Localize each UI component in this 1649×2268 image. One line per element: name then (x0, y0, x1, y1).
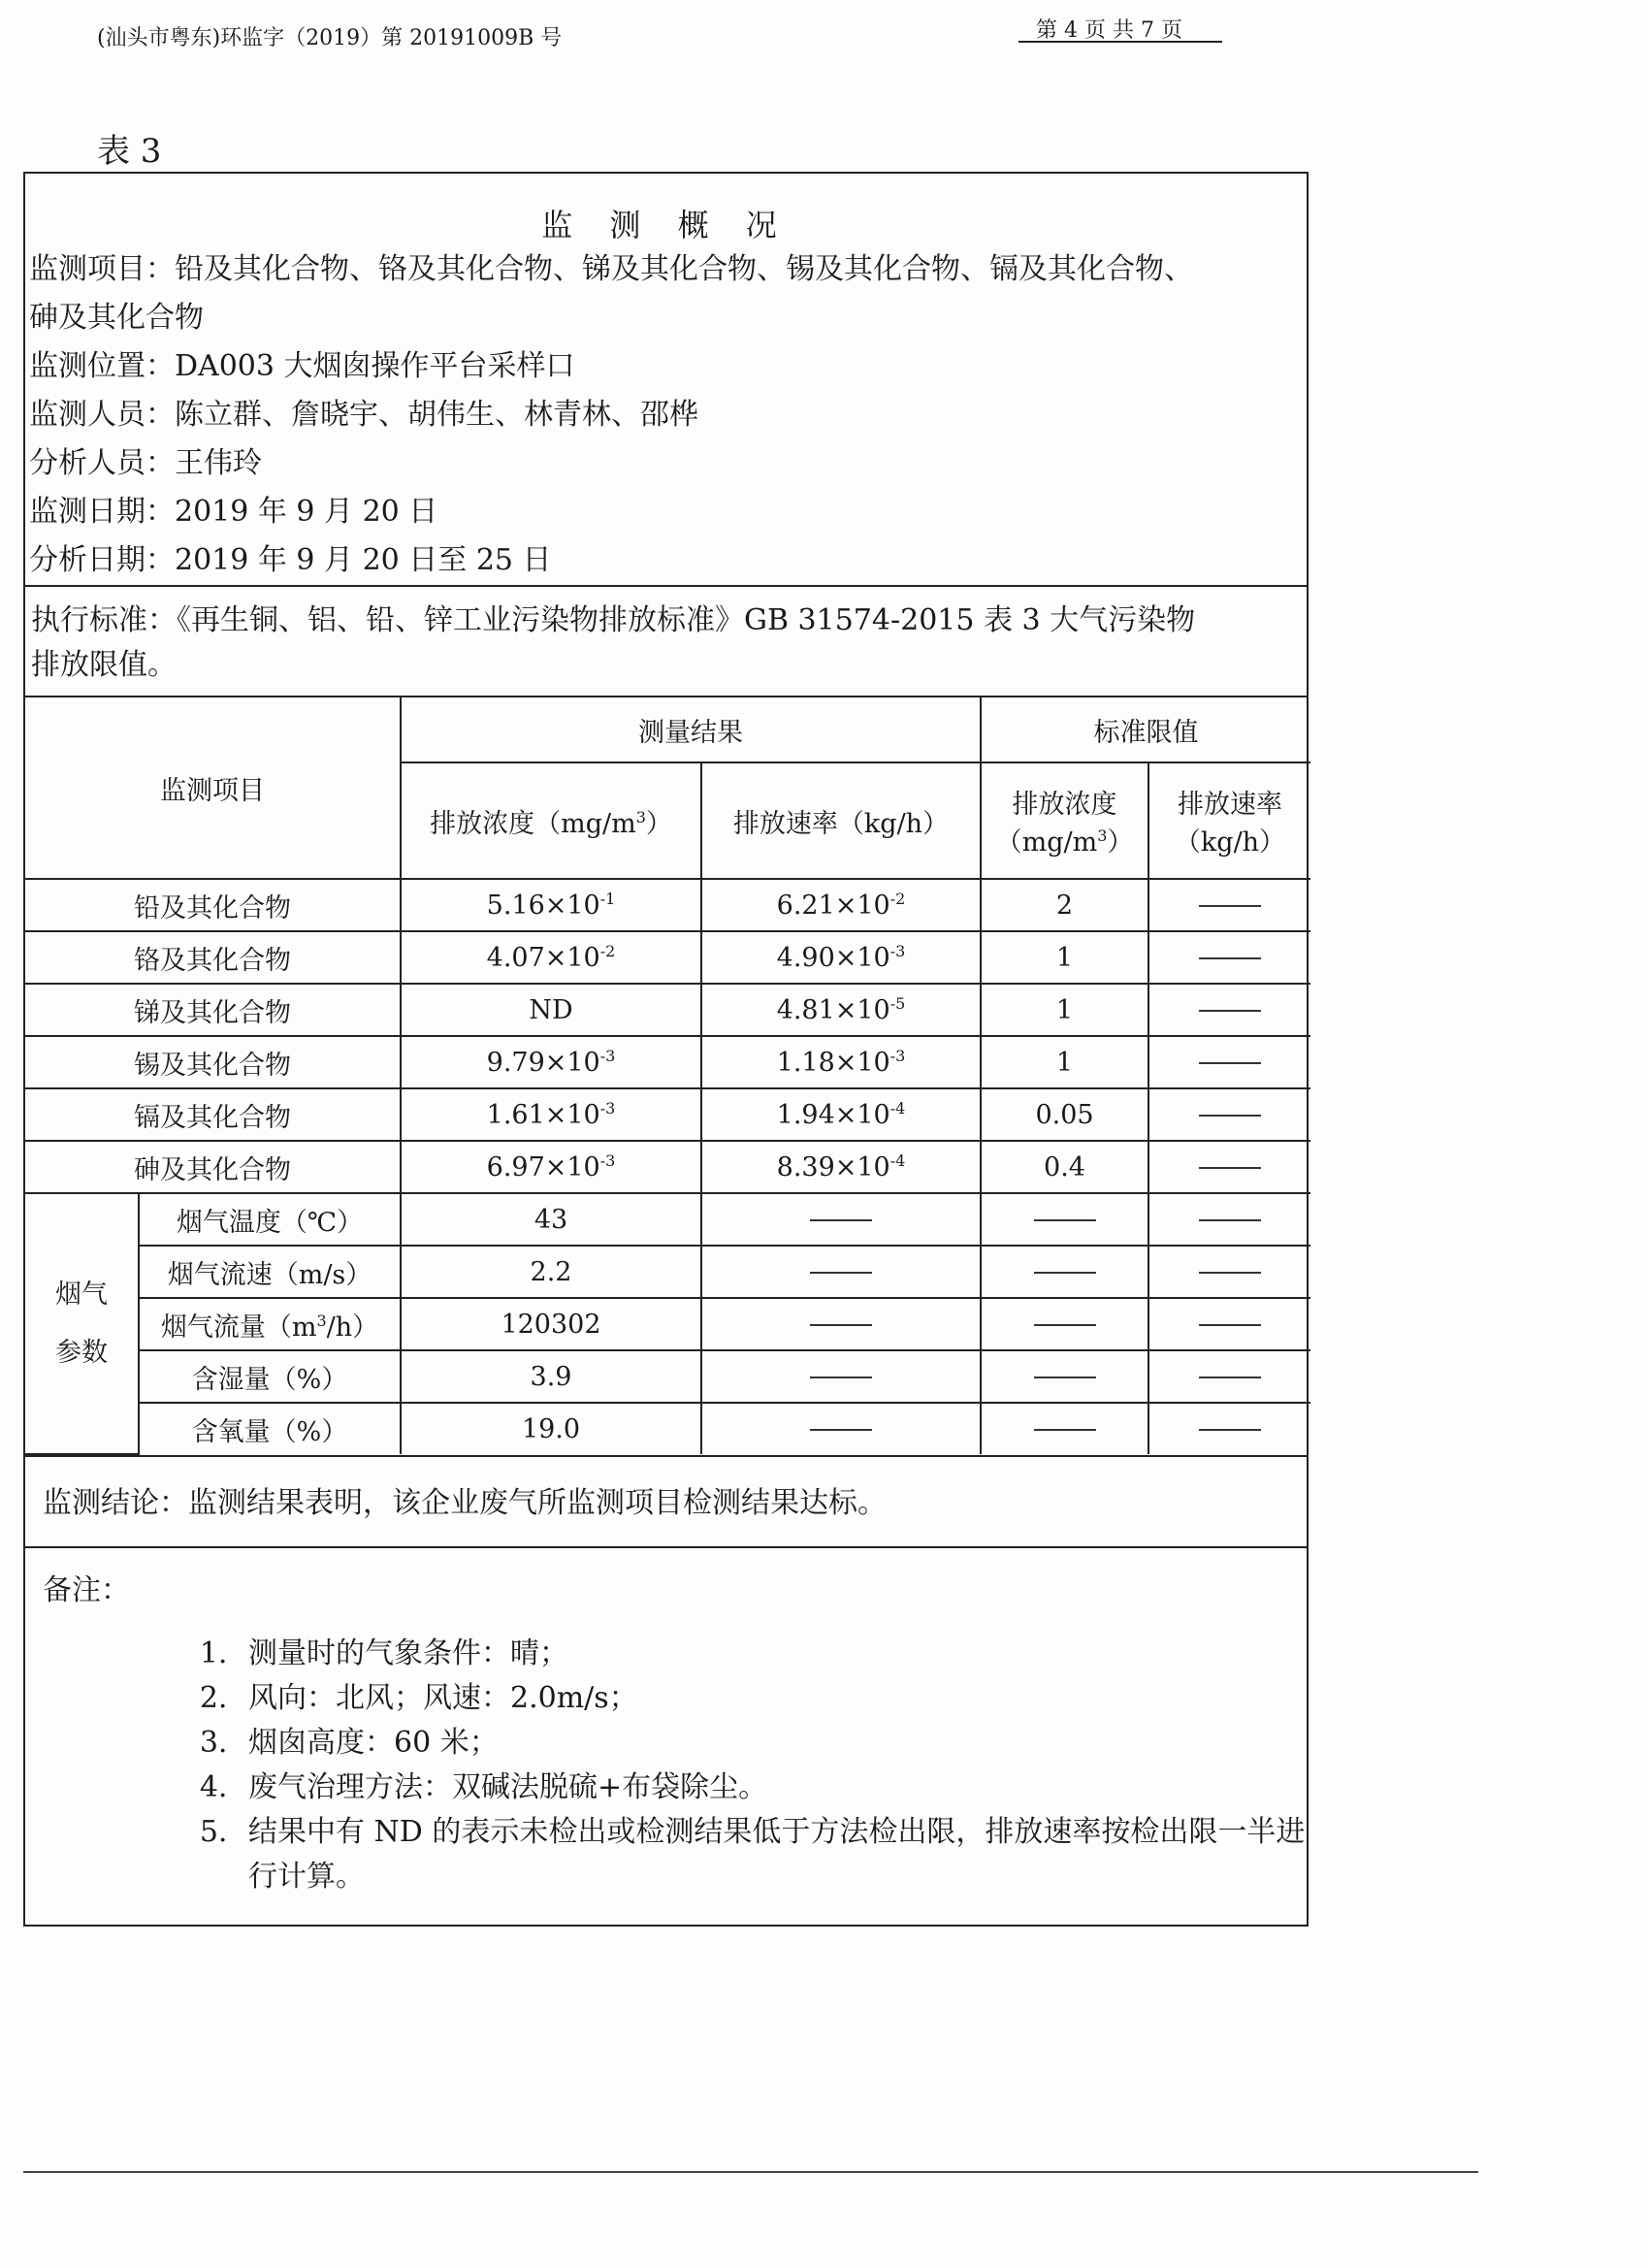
standard-line1: 执行标准：《再生铜、铝、铅、锌工业污染物排放标准》GB 31574-2015 表 3 大气污染物 (31, 603, 1196, 637)
dash (1034, 1429, 1096, 1431)
col-header-limit: 标准限值 (981, 697, 1310, 762)
table-row: 含氧量（%） 19.0 (25, 1403, 1310, 1454)
subheader-rate: 排放速率（kg/h） (701, 762, 981, 879)
subheader-conc: 排放浓度$(mg/m^3)$ (401, 762, 701, 879)
results-section (25, 696, 1307, 1455)
dash (1034, 1377, 1096, 1378)
table-row: 铅及其化合物 $5.16\times 10^{-1}$ $6.21\times 10^{-2}$ 2 (25, 879, 1310, 931)
overview-section (25, 174, 1307, 585)
table-row: 砷及其化合物 $6.97\times 10^{-3}$ $8.39\times 10^{-4}$ 0.4 (25, 1141, 1310, 1193)
table-row: 烟气 参数 烟气温度（℃） 43 (25, 1193, 1310, 1246)
overview-title: 监 测 概 况 (541, 207, 791, 243)
remark-item: 5. 结果中有 ND 的表示未检出或检测结果低于方法检出限，排放速率按检出限一半进行计算。 (237, 1810, 1307, 1899)
dash (1199, 1167, 1261, 1169)
col-header-item: 监测项目 (25, 697, 401, 879)
dash (810, 1219, 872, 1221)
table-row: 镉及其化合物 $1.61\times 10^{-3}$ $1.94\times 10^{-4}$ 0.05 (25, 1088, 1310, 1141)
report-number: (汕头市粤东)环监字（2019）第 20191009B 号 (97, 26, 563, 50)
dash (1199, 1010, 1261, 1012)
dash (1034, 1324, 1096, 1326)
col-header-measure: 测量结果 (401, 697, 981, 762)
dash (1199, 905, 1261, 907)
header-underline (1018, 41, 1222, 43)
dash (810, 1272, 872, 1274)
remarks-list (43, 1632, 1307, 1899)
dash (1034, 1219, 1096, 1221)
dash (1199, 1219, 1261, 1221)
monitor-location: 监测位置：DA003 大烟囱操作平台采样口 (29, 349, 575, 383)
table-row: 锑及其化合物 ND $4.81\times 10^{-5}$ 1 (25, 984, 1310, 1036)
table-row: 锡及其化合物 $9.79\times 10^{-3}$ $1.18\times 10^{-3}$ 1 (25, 1036, 1310, 1088)
dash (1199, 1272, 1261, 1274)
analysis-date: 分析日期：2019 年 9 月 20 日至 25 日 (29, 543, 552, 577)
results-table (25, 697, 1310, 1455)
dash (1199, 1324, 1261, 1326)
dash (1199, 1429, 1261, 1431)
monitor-date: 监测日期：2019 年 9 月 20 日 (29, 495, 438, 529)
table-row: 烟气流量$(m^3/h)$ 120302 (25, 1298, 1310, 1350)
remarks-title: 备注： (43, 1573, 130, 1607)
monitor-personnel: 监测人员：陈立群、詹晓宇、胡伟生、林青林、邵桦 (29, 398, 698, 432)
remark-item: 4. 废气治理方法：双碱法脱硫+布袋除尘。 (237, 1766, 1307, 1810)
subheader-limit-rate: 排放速率 （kg/h） (1148, 762, 1310, 879)
table-row: 铬及其化合物 $4.07\times 10^{-2}$ $4.90\times 10^{-3}$ 1 (25, 931, 1310, 984)
page-bottom-rule (23, 2171, 1478, 2173)
dash (1199, 957, 1261, 959)
dash (810, 1429, 872, 1431)
subheader-limit-conc: 排放浓度 $(mg/m^3)$ (981, 762, 1148, 879)
remark-item: 2. 风向：北风；风速：2.0m/s； (237, 1676, 1307, 1721)
page-number: 第 4 页 共 7 页 (1036, 18, 1182, 43)
remark-item: 1. 测量时的气象条件：晴； (237, 1632, 1307, 1676)
dash (810, 1377, 872, 1378)
dash (1199, 1377, 1261, 1378)
remark-item: 3. 烟囱高度：60 米； (237, 1721, 1307, 1766)
table-row: 烟气流速（m/s） 2.2 (25, 1246, 1310, 1298)
standard-section (25, 585, 1307, 696)
dash (1199, 1062, 1261, 1064)
monitor-items-line1: 监测项目：铅及其化合物、铬及其化合物、锑及其化合物、锡及其化合物、镉及其化合物、 (29, 252, 1193, 286)
dash (810, 1324, 872, 1326)
dash (1199, 1115, 1261, 1117)
table-title: 表 3 (97, 132, 162, 171)
table-row: 含湿量（%） 3.9 (25, 1350, 1310, 1403)
monitoring-box (23, 172, 1309, 1927)
analyst: 分析人员：王伟玲 (29, 446, 262, 480)
conclusion: 监测结论：监测结果表明，该企业废气所监测项目检测结果达标。 (25, 1455, 1307, 1546)
monitor-items-line2: 砷及其化合物 (29, 301, 204, 335)
remarks-section (25, 1546, 1307, 1925)
dash (1034, 1272, 1096, 1274)
standard-line2: 排放限值。 (31, 648, 177, 682)
flue-group-label: 烟气 参数 (25, 1193, 139, 1454)
